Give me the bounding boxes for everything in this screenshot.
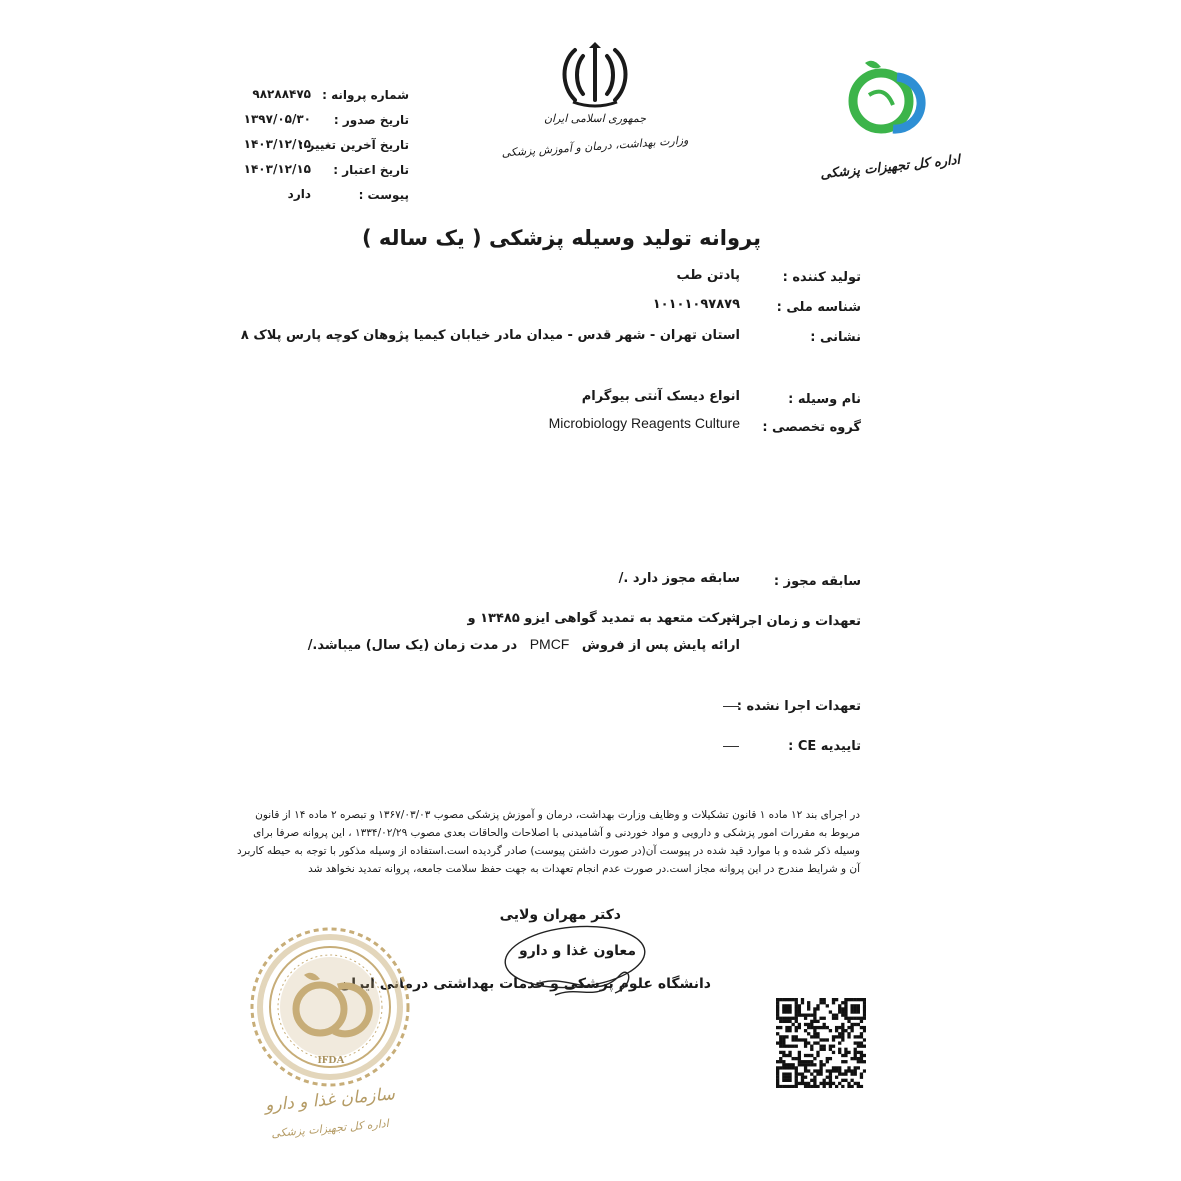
commitments-line1: شرکت متعهد به تمدید گواهی ایزو ۱۳۴۸۵ و <box>467 611 740 626</box>
legal-line-1: در اجرای بند ۱۲ ماده ۱ قانون تشکیلات و وظایف وزارت بهداشت، درمان و آموزش پزشکی مصوب ۱۳۶۷/۰۳/۰۳ و تبصره ۲ ماده ۱۴ از قانون <box>255 809 860 821</box>
specialty-label: گروه تخصصی : <box>762 420 861 435</box>
device-name-label: نام وسیله : <box>788 392 861 407</box>
legal-line-3: وسیله ذکر شده و با موارد قید شده در پیوست آن(در صورت داشتن پیوست) صادر گردیده است.استفاده از وسیله مذکور با توجه به حیطه کاربرد <box>236 845 860 857</box>
republic-text: جمهوری اسلامی ایران <box>543 112 647 125</box>
iran-emblem <box>545 40 645 110</box>
seal-sub-text: اداره کل تجهیزات پزشکی <box>270 1116 390 1141</box>
legal-paragraph <box>236 806 860 878</box>
seal-acronym: IFDA <box>317 1054 345 1066</box>
signatory-name: دکتر مهران ولایی <box>499 907 621 923</box>
qr-code-icon <box>776 998 866 1088</box>
history-label: سابقه مجوز : <box>773 574 861 589</box>
commitments-line2-b: در مدت زمان (یک سال) میباشد./ <box>307 638 518 653</box>
ce-label: تاییدیه CE : <box>788 739 861 754</box>
license-number-label: شماره پروانه : <box>322 88 409 102</box>
seal-org-name: سازمان غذا و دارو <box>264 1084 396 1116</box>
attachment-value: دارد <box>287 187 311 201</box>
attachment-label: پیوست : <box>358 188 409 202</box>
legal-line-4: آن و شرایط مندرج در این پروانه مجاز است.در صورت عدم انجام تعهدات به جهت حفظ سلامت جامعه، پروانه تمدید نخواهد شد <box>308 863 860 875</box>
signatory-role: معاون غذا و دارو <box>519 943 636 959</box>
handwritten-signature <box>495 915 655 1005</box>
unfulfilled-dash <box>723 706 739 707</box>
issue-date: ۱۳۹۷/۰۵/۳۰ <box>243 112 311 126</box>
commitments-line2 <box>308 636 740 653</box>
specialty-value: Microbiology Reagents Culture <box>548 415 740 431</box>
qr-code[interactable] <box>776 998 866 1088</box>
office-text: اداره کل تجهیزات پزشکی <box>819 152 961 183</box>
signature-scribble-icon <box>495 915 655 1005</box>
national-id-label: شناسه ملی : <box>776 300 861 315</box>
history-value: سابقه مجوز دارد ./ <box>618 571 740 586</box>
iran-emblem-icon <box>545 40 645 110</box>
license-number: ۹۸۲۸۸۴۷۵ <box>252 87 311 101</box>
national-id-value: ۱۰۱۰۱۰۹۷۸۷۹ <box>652 297 740 312</box>
legal-line-2: مربوط به مقررات امور پزشکی و دارویی و مواد خوردنی و آشامیدنی با اصلاحات والحاقات بعدی مصوب ۱۳۳۴/۰۲/۲۹ ، این پروانه صرفا برای <box>253 827 860 839</box>
medical-devices-logo-icon <box>845 55 935 140</box>
validity-label: تاریخ اعتبار : <box>333 163 409 177</box>
device-name-value: انواع دیسک آنتی بیوگرام <box>581 389 740 404</box>
manufacturer-label: تولید کننده : <box>782 270 861 285</box>
commitments-line2-a: ارائه پایش پس از فروش <box>581 638 740 653</box>
validity-date: ۱۴۰۳/۱۲/۱۵ <box>243 162 311 176</box>
address-label: نشانی : <box>810 330 861 345</box>
page-title: پروانه تولید وسیله پزشکی ( یک ساله ) <box>361 226 761 250</box>
commitments-label: تعهدات و زمان اجرا : <box>725 614 861 629</box>
signatory-university: دانشگاه علوم پزشکی و خدمات بهداشتی درمانی ایران <box>339 976 711 992</box>
address-value: استان تهران - شهر قدس - میدان مادر خیابان کیمیا پژوهان کوچه پارس پلاک ۸ <box>240 328 740 343</box>
unfulfilled-label: تعهدات اجرا نشده : <box>736 699 861 714</box>
last-change-label: تاریخ آخرین تغییر : <box>298 138 409 152</box>
medical-devices-logo <box>845 55 935 140</box>
ministry-text: وزارت بهداشت، درمان و آموزش پزشکی <box>501 133 689 160</box>
issue-date-label: تاریخ صدور : <box>333 113 409 127</box>
commitments-pmcf: PMCF <box>529 636 570 652</box>
manufacturer-value: پادتن طب <box>676 268 740 283</box>
last-change-date: ۱۴۰۳/۱۲/۱۵ <box>243 137 311 151</box>
ce-dash <box>723 746 739 747</box>
